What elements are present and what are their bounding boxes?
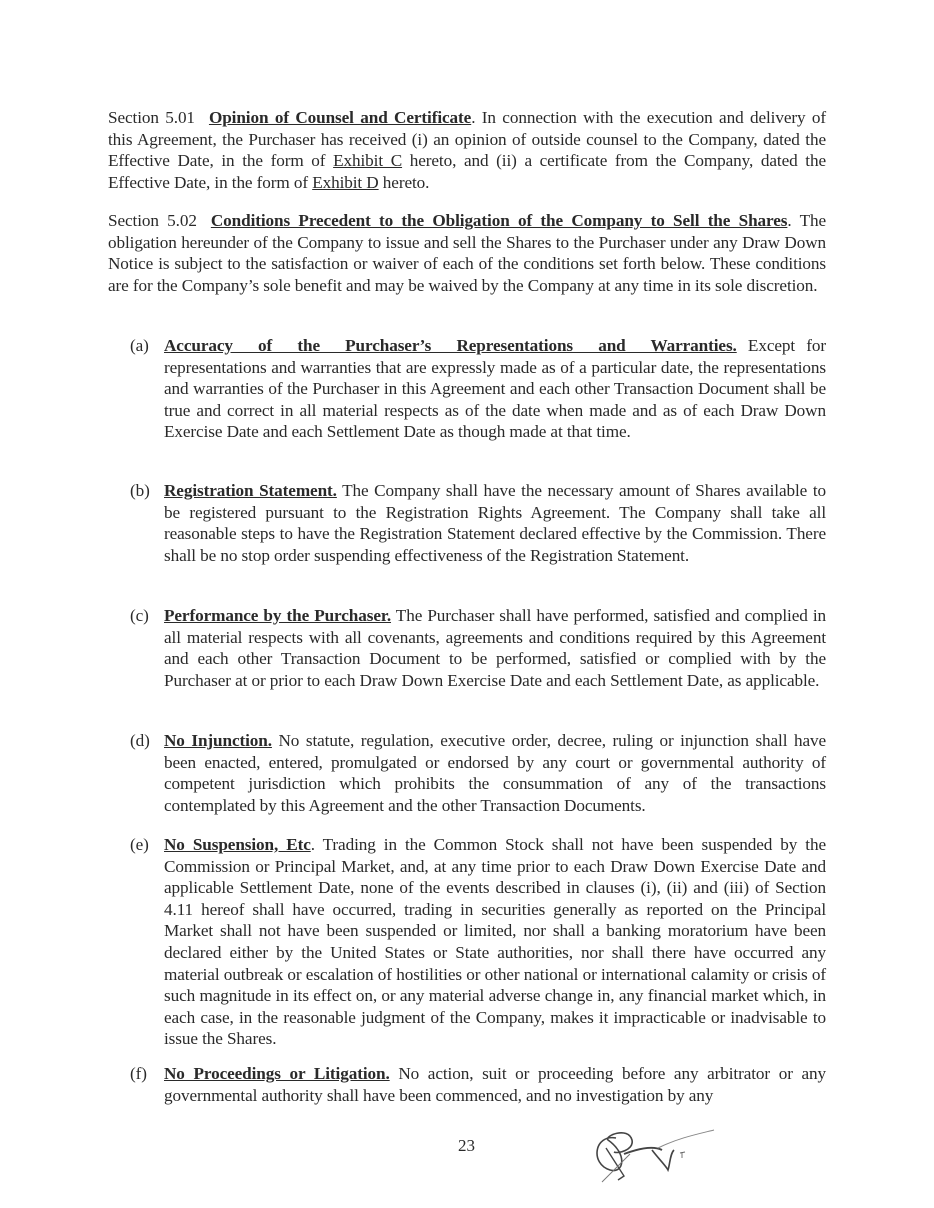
section-number: Section 5.02 <box>108 211 197 230</box>
exhibit-c-reference: Exhibit C <box>333 151 403 171</box>
condition-item-d <box>130 730 826 816</box>
section-5-01 <box>108 107 826 193</box>
item-label: (f) <box>130 1064 147 1083</box>
page-number: 23 <box>458 1136 475 1155</box>
item-body: No action, suit or proceeding before any arbitrator or any governmental authority shall have been commenced, and no investigation by any <box>164 1064 827 1105</box>
section-body: . The obligation hereunder of the Company to issue and sell the Shares to the Purchaser under any Draw Down Notice is subject to the satisfaction or waiver of each of the conditions set forth below. These conditions are for the Company’s sole benefit and may be waived by the Company at any time in its sole discretion. <box>108 211 826 295</box>
item-label: (e) <box>130 835 149 854</box>
exhibit-d-reference: Exhibit D <box>312 172 379 192</box>
signature-initials-icon <box>588 1124 718 1186</box>
item-body: Except for representations and warranties that are expressly made as of a particular date, the representations and warranties of the Purchaser in this Agreement and each other Transaction Document shall be true and correct in all material respects as of the date when made and as of each Draw Down Exercise Date and each Settlement Date as though made at that time. <box>164 336 826 442</box>
item-label: (d) <box>130 731 150 750</box>
condition-item-f <box>130 1063 826 1106</box>
item-heading: No Injunction. <box>164 731 272 750</box>
section-heading: Conditions Precedent to the Obligation of the Company to Sell the Shares <box>210 211 788 230</box>
item-body: The Purchaser shall have performed, satisfied and complied in all material respects with all covenants, agreements and conditions required by this Agreement and each other Transaction Document to be performed, satisfied or complied with by the Purchaser at or prior to each Draw Down Exercise Date and each Settlement Date, as applicable. <box>164 606 826 690</box>
condition-item-a <box>130 335 826 443</box>
section-body: . In connection with the execution and delivery of this Agreement, the Purchaser has received (i) an opinion of outside counsel to the Company, dated the Effective Date, in the form of <box>108 108 826 171</box>
item-label: (c) <box>130 606 149 625</box>
item-body: No statute, regulation, executive order, decree, ruling or injunction shall have been enacted, entered, promulgated or endorsed by any court or governmental authority of competent jurisdiction which prohibits the consummation of any of the transactions contemplated by this Agreement and the other Transaction Documents. <box>164 731 826 815</box>
item-heading: Accuracy of the Purchaser’s Representations and Warranties. <box>164 336 737 355</box>
item-heading: Performance by the Purchaser. <box>164 606 392 625</box>
condition-item-c <box>130 605 826 691</box>
item-heading: No Suspension, Etc <box>164 835 311 854</box>
item-heading: Registration Statement. <box>164 481 337 500</box>
section-number: Section 5.01 <box>108 108 195 127</box>
item-body: . Trading in the Common Stock shall not have been suspended by the Commission or Principal Market, and, at any time prior to each Draw Down Exercise Date and applicable Settlement Date, none of the events described in clauses (i), (ii) and (iii) of Section 4.11 hereof shall have occurred, trading in securities generally as reported on the Principal Market shall not have been suspended or limited, nor shall a banking moratorium have been declared either by the United States or State authorities, nor shall there have occurred any material outbreak or escalation of hostilities or other national or international calamity or crisis of such magnitude in its effect on, or any material adverse change in, any financial market which, in each case, in the reasonable judgment of the Company, makes it impracticable or inadvisable to issue the Shares. <box>164 835 826 1049</box>
item-label: (b) <box>130 481 150 500</box>
item-heading: No Proceedings or Litigation. <box>164 1064 390 1083</box>
condition-item-e <box>130 834 826 1050</box>
condition-item-b <box>130 480 826 566</box>
section-heading: Opinion of Counsel and Certificate <box>208 108 472 127</box>
section-5-02 <box>108 210 826 296</box>
item-label: (a) <box>130 336 149 355</box>
section-body-end: hereto. <box>378 172 430 192</box>
section-body-mid: hereto, and (ii) a certificate from the Company, dated the Effective Date, in the form of <box>108 151 827 192</box>
item-body: The Company shall have the necessary amount of Shares available to be registered pursuant to the Registration Rights Agreement. The Company shall take all reasonable steps to have the Registration Statement declared effective by the Commission. There shall be no stop order suspending effectiveness of the Registration Statement. <box>164 481 826 565</box>
